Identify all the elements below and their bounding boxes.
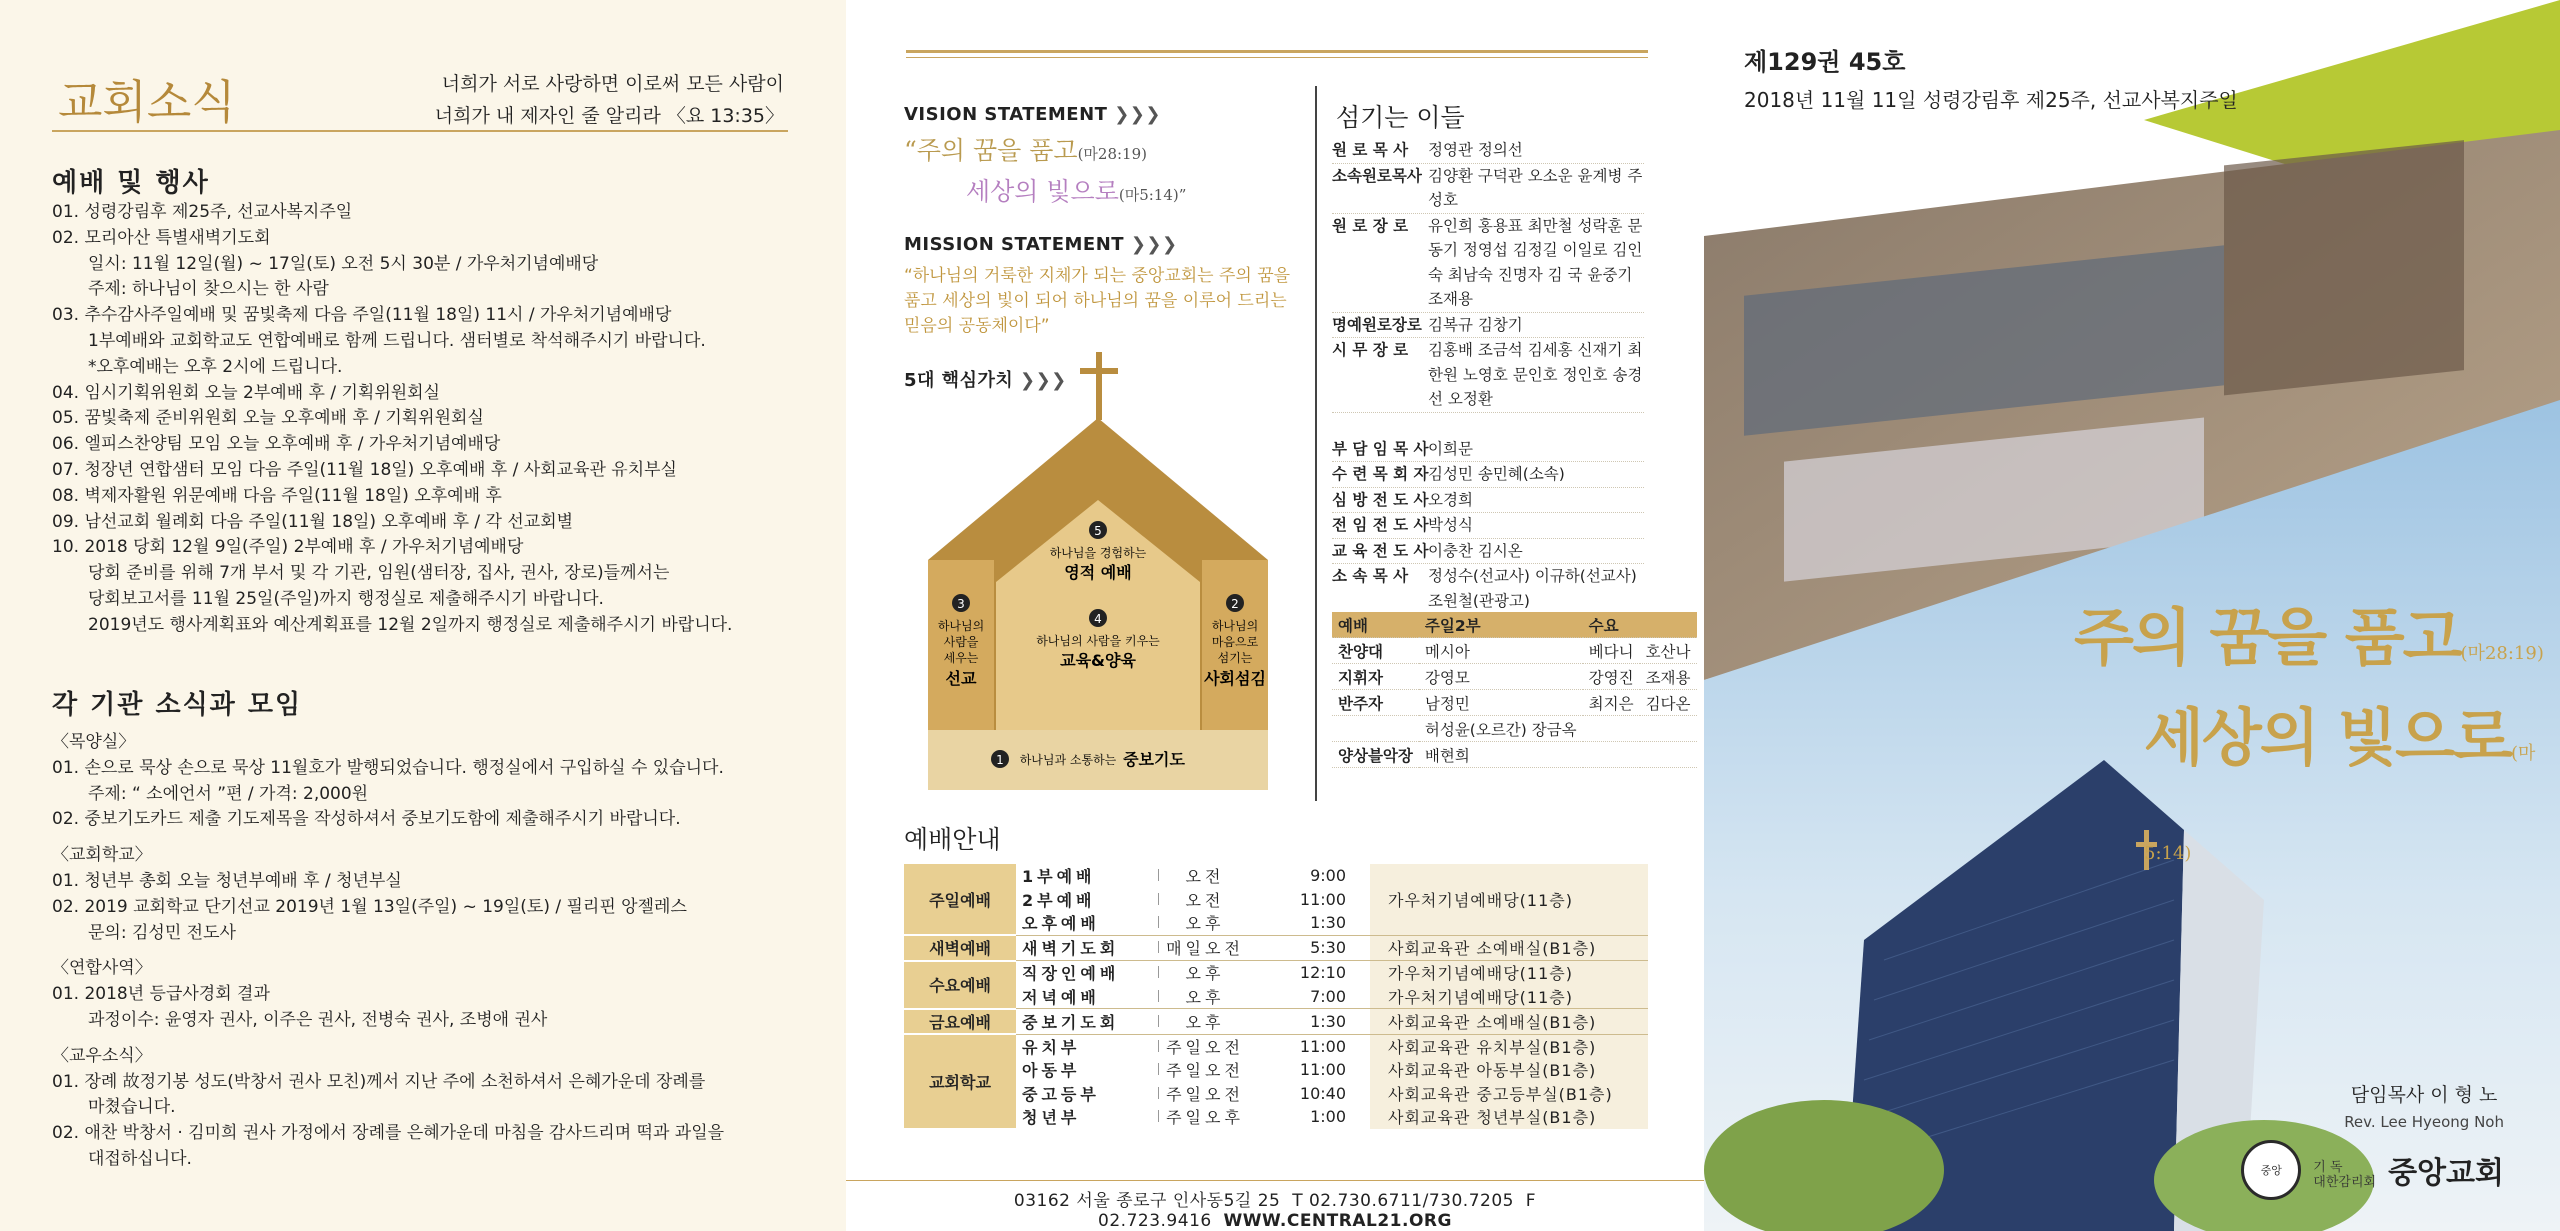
- core-2: 사회섬김: [1204, 669, 1266, 688]
- duty-row: [1332, 690, 1697, 716]
- worship-name: 직장인예배: [1016, 961, 1158, 985]
- org-group-heading: 〈교우소식〉: [52, 1045, 152, 1066]
- worship-place: 가우처기념예배당(11층): [1370, 985, 1648, 1009]
- org-news-item: 01. 2018년 등급사경회 결과: [52, 984, 270, 1005]
- duty-cell: 강영진: [1583, 664, 1640, 690]
- duty-cell: 반주자: [1332, 690, 1419, 716]
- worship-name: 청년부: [1022, 1108, 1081, 1128]
- usher-row: [1332, 138, 1644, 164]
- org-news-item: 01. 청년부 총회 오늘 청년부예배 후 / 청년부실: [52, 870, 402, 891]
- svg-text:마음으로: 마음으로: [1211, 635, 1259, 649]
- duty-cell: [1583, 716, 1640, 742]
- usher-names: 김양환 구덕관 오소운 윤계병 주성호: [1428, 166, 1643, 209]
- worship-time: 12:10: [1250, 961, 1370, 985]
- duty-cell: 찬양대: [1332, 638, 1419, 664]
- worship-row: [904, 1058, 1648, 1082]
- worship-place: [1370, 864, 1648, 888]
- core-values-house: [928, 352, 1268, 792]
- news-title: 교회소식: [58, 75, 236, 129]
- worship-row: [904, 985, 1648, 1009]
- worship-event-item: 05. 꿈빛축제 준비위원회 오늘 오후예배 후 / 기획위원회실: [52, 408, 484, 429]
- column-divider: [1315, 86, 1317, 801]
- org-news-item: 문의: 김성민 전도사: [88, 922, 236, 943]
- usher-names: 오경희: [1428, 490, 1473, 509]
- worship-period: 오후: [1185, 914, 1225, 934]
- org-news-item: 01. 장례 故정기봉 성도(박창서 권사 모친)께서 지난 주에 소천하셔서 은혜가운데 장례를: [52, 1071, 706, 1092]
- worship-time: 1:00: [1310, 1107, 1346, 1127]
- svg-text:하나님의: 하나님의: [937, 619, 985, 633]
- core-5: 영적 예배: [1064, 563, 1132, 582]
- worship-time: 11:00: [1250, 1034, 1370, 1058]
- worship-time: 5:30: [1250, 935, 1370, 961]
- duty-cell: 메시아: [1419, 638, 1583, 664]
- worship-event-item: 당회보고서를 11월 25일(주일)까지 행정실로 제출해주시기 바랍니다.: [88, 588, 604, 609]
- mission-label: MISSION STATEMENT ❯❯❯: [904, 234, 1178, 255]
- worship-name: 저녁예배: [1022, 987, 1100, 1007]
- cover-panel: [1704, 0, 2560, 1231]
- duty-cell: 지휘자: [1332, 664, 1419, 690]
- usher-role: 전 임 전 도 사: [1332, 516, 1429, 534]
- senior-pastor: 담임목사 이 형 노 Rev. Lee Hyeong Noh: [2344, 1084, 2504, 1131]
- title-rule: [52, 130, 788, 132]
- issue-number: 제129권 45호: [1744, 48, 1906, 76]
- worship-time: 11:00: [1299, 1060, 1346, 1080]
- worship-event-item: 09. 남선교회 월례회 다음 주일(11월 18일) 오후예배 후 / 각 선교회별: [52, 511, 574, 532]
- usher-names: 김홍배 조금석 김세홍 신재기 최한원 노영호 문인호 정인호 송경선 오정환: [1428, 341, 1643, 408]
- worship-time: 1:30: [1250, 1009, 1370, 1035]
- worship-period: 오후: [1185, 987, 1225, 1007]
- org-news-title: 각 기관 소식과 모임: [52, 690, 303, 720]
- worship-time: 11:00: [1299, 889, 1346, 909]
- duty-cell: 남정민: [1419, 690, 1583, 716]
- usher-row: [1332, 413, 1644, 437]
- worship-place: 사회교육관 청년부실(B1층): [1370, 1105, 1648, 1129]
- usher-row: [1332, 564, 1644, 614]
- worship-row: [904, 864, 1648, 888]
- worship-category: 새벽예배: [904, 935, 1016, 961]
- worship-name: 2부예배: [1022, 890, 1096, 910]
- duty-cell: 배현희: [1419, 742, 1583, 768]
- org-news-item: 마쳤습니다.: [88, 1097, 176, 1118]
- svg-text:5: 5: [1094, 524, 1102, 538]
- duty-cell: 양상블악장: [1332, 742, 1419, 768]
- worship-period: 매일오전: [1160, 935, 1250, 961]
- worship-row: [904, 961, 1648, 985]
- org-news-item: 02. 중보기도카드 제출 기도제목을 작성하셔서 중보기도함에 제출해주시기 바랍니다.: [52, 809, 681, 830]
- usher-row: [1332, 539, 1644, 565]
- usher-row: [1332, 488, 1644, 514]
- cross-horizontal: [1080, 368, 1118, 374]
- top-rule-thin: [906, 57, 1648, 58]
- usher-names: 김성민 송민혜(소속): [1428, 465, 1565, 483]
- worship-place: 사회교육관 아동부실(B1층): [1370, 1058, 1648, 1082]
- worship-row: [904, 1034, 1648, 1058]
- usher-names: 정성수(선교사) 이규하(선교사) 조원철(관광고): [1428, 567, 1637, 610]
- org-news-item: 대접하십니다.: [88, 1148, 192, 1169]
- duty-cell: [1640, 716, 1697, 742]
- vision-worship-panel: [846, 0, 1704, 1231]
- church-logo: 중앙 기 독 대한감리회 중앙교회: [2241, 1140, 2504, 1200]
- quote-line-1: 너희가 서로 사랑하면 이로써 모든 사람이: [441, 73, 784, 95]
- duty-cell: 허성윤(오르간) 장금옥: [1419, 716, 1583, 742]
- duty-row: [1332, 716, 1697, 742]
- vision-text: “주의 꿈을 품고(마28:19) 세상의 빛으로(마5:14)”: [904, 136, 1187, 206]
- worship-place: 사회교육관 소예배실(B1층): [1370, 935, 1648, 961]
- cover-slogan: 주의 꿈을 품고(마28:19) 세상의 빛으로(마5:14): [2074, 601, 2544, 864]
- worship-name: 중보기도회: [1016, 1009, 1158, 1035]
- svg-text:세우는: 세우는: [943, 651, 979, 665]
- usher-row: [1332, 462, 1644, 488]
- mission-text: “하나님의 거룩한 지체가 되는 중앙교회는 주의 꿈을 품고 세상의 빛이 되어 하나님의 꿈을 이루어 드리는 믿음의 공동체이다”: [904, 266, 1291, 336]
- usher-role: 시 무 장 로: [1332, 341, 1409, 359]
- duty-cell: [1583, 742, 1640, 768]
- svg-text:1: 1: [996, 753, 1004, 767]
- org-group-heading: 〈목양실〉: [52, 732, 136, 752]
- worship-category: 수요예배: [904, 961, 1016, 1009]
- worship-category: 교회학교: [904, 1034, 1016, 1129]
- issue-date: 2018년 11월 11일 성령강림후 제25주, 선교사복지주일: [1744, 88, 2238, 112]
- duty-header-cell: 수요: [1583, 612, 1640, 638]
- usher-names: 유인희 홍용표 최만철 성락훈 문동기 정영섭 김정길 이일로 김인숙 최남숙 진명자 김 국 윤중기 조재용: [1428, 216, 1643, 308]
- worship-row: [904, 911, 1648, 935]
- usher-role: 수 련 목 회 자: [1332, 465, 1429, 483]
- worship-events-title: 예배 및 행사: [52, 168, 210, 198]
- worship-row: [904, 1009, 1648, 1035]
- worship-row: [904, 888, 1648, 912]
- org-news-item: 과정이수: 윤영자 권사, 이주은 권사, 전병숙 권사, 조병애 권사: [88, 1009, 548, 1030]
- worship-event-item: 10. 2018 당회 12월 9일(주일) 2부예배 후 / 가우처기념예배당: [52, 537, 524, 558]
- worship-event-item: 07. 청장년 연합샘터 모임 다음 주일(11월 18일) 오후예배 후 / 사회교육관 유치부실: [52, 459, 677, 480]
- duty-header-cell: 예배: [1332, 612, 1419, 638]
- usher-role: 명예원로장로: [1332, 315, 1422, 334]
- svg-text:4: 4: [1094, 612, 1102, 626]
- worship-place: 사회교육관 유치부실(B1층): [1370, 1034, 1648, 1058]
- worship-event-item: 일시: 11월 12일(월) ~ 17일(토) 오전 5시 30분 / 가우처기념예배당: [88, 253, 599, 274]
- ushers-title: 섬기는 이들: [1336, 103, 1465, 132]
- worship-name: 오후예배: [1022, 914, 1100, 934]
- worship-period: 주일오전: [1166, 1061, 1244, 1081]
- worship-event-item: 08. 벽제자활원 위문예배 다음 주일(11월 18일) 오후예배 후: [52, 485, 502, 506]
- usher-row: [1332, 313, 1644, 339]
- duty-header-cell: [1640, 612, 1697, 638]
- worship-event-item: 01. 성령강림후 제25주, 선교사복지주일: [52, 202, 353, 222]
- usher-names: 김복규 김창기: [1428, 315, 1523, 334]
- website-link[interactable]: WWW.CENTRAL21.ORG: [1223, 1211, 1452, 1231]
- core-4: 교육&양육: [1060, 651, 1136, 670]
- worship-time: 10:40: [1299, 1083, 1346, 1103]
- org-group-heading: 〈교회학교〉: [52, 845, 152, 866]
- usher-names: [1428, 413, 1644, 437]
- svg-text:3: 3: [957, 597, 965, 611]
- worship-place: 가우처기념예배당(11층): [1370, 961, 1648, 985]
- worship-row: [904, 1105, 1648, 1129]
- usher-role: 부 담 임 목 사: [1332, 439, 1429, 458]
- worship-name: 아동부: [1022, 1061, 1081, 1081]
- usher-names: 이충찬 김시온: [1428, 541, 1523, 560]
- duty-cell: 호산나: [1640, 638, 1697, 664]
- duty-row: [1332, 638, 1697, 664]
- usher-names: 이희문: [1428, 439, 1473, 458]
- org-news-item: 01. 손으로 묵상 손으로 묵상 11월호가 발행되었습니다. 행정실에서 구입하실 수 있습니다.: [52, 757, 724, 778]
- duty-cell: [1332, 716, 1419, 742]
- duty-cell: 조재용: [1640, 664, 1697, 690]
- usher-role: [1332, 413, 1428, 437]
- worship-event-item: 04. 임시기획위원회 오늘 2부예배 후 / 기획위원회실: [52, 382, 441, 403]
- worship-event-item: *오후예배는 오후 2시에 드립니다.: [88, 356, 343, 377]
- usher-names: 정영관 정의선: [1428, 141, 1523, 159]
- worship-event-item: 주제: 하나님이 찾으시는 한 사람: [88, 279, 329, 300]
- worship-period: 주일오전: [1160, 1034, 1250, 1058]
- worship-category: 금요예배: [904, 1009, 1016, 1035]
- usher-role: 소속원로목사: [1332, 166, 1422, 185]
- usher-row: [1332, 214, 1644, 313]
- worship-time: 7:00: [1310, 986, 1346, 1006]
- duty-row: [1332, 742, 1697, 768]
- worship-place: 사회교육관 소예배실(B1층): [1370, 1009, 1648, 1035]
- duty-cell: [1640, 742, 1697, 768]
- worship-period: 주일오후: [1166, 1108, 1244, 1128]
- svg-text:섬기는: 섬기는: [1217, 651, 1253, 665]
- worship-schedule-table: [904, 864, 1648, 1130]
- scripture-quote: [435, 68, 784, 132]
- worship-period: 오전: [1185, 890, 1225, 910]
- usher-role: 심 방 전 도 사: [1332, 490, 1429, 509]
- core-5-sub: 하나님을 경험하는: [1049, 546, 1147, 560]
- worship-event-item: 2019년도 행사계획표와 예산계획표를 12월 2일까지 행정실로 제출해주시기 바랍니다.: [88, 614, 733, 635]
- worship-events-list: [52, 200, 806, 639]
- core-1-sub: 하나님과 소통하는: [1019, 753, 1117, 767]
- org-news-item: 02. 2019 교회학교 단기선교 2019년 1월 13일(주일) ~ 19일(토) / 필리핀 앙젤레스: [52, 896, 687, 917]
- usher-role: 원 로 장 로: [1332, 216, 1409, 235]
- duty-cell: 김다온: [1640, 690, 1697, 716]
- usher-names: 박성식: [1428, 516, 1473, 534]
- duty-cell: 강영모: [1419, 664, 1583, 690]
- org-news-list: [52, 720, 806, 1173]
- worship-period: 주일오전: [1166, 1084, 1244, 1104]
- usher-role: 교 육 전 도 사: [1332, 541, 1429, 560]
- org-news-item: 주제: “ 소에언서 ”편 / 가격: 2,000원: [88, 783, 369, 804]
- svg-text:2: 2: [1231, 597, 1239, 611]
- core-1: 중보기도: [1123, 750, 1185, 769]
- usher-row: [1332, 437, 1644, 463]
- worship-time: 1:30: [1310, 913, 1346, 933]
- worship-time: 9:00: [1310, 866, 1346, 886]
- worship-row: [904, 935, 1648, 961]
- svg-text:사람을: 사람을: [943, 635, 979, 649]
- org-group-heading: 〈연합사역〉: [52, 958, 152, 979]
- worship-event-item: 1부예배와 교회학교도 연합예배로 함께 드립니다. 샘터별로 착석해주시기 바랍니다.: [88, 330, 706, 351]
- worship-name: 새벽기도회: [1016, 935, 1158, 961]
- ushers-list: [1332, 138, 1644, 614]
- svg-text:하나님의: 하나님의: [1211, 619, 1259, 633]
- worship-name: 유치부: [1016, 1034, 1158, 1058]
- worship-event-item: 02. 모리아산 특별새벽기도회: [52, 227, 271, 248]
- duty-row: [1332, 664, 1697, 690]
- worship-event-item: 03. 추수감사주일예배 및 꿈빛축제 다음 주일(11월 18일) 11시 / 가우처기념예배당: [52, 305, 672, 326]
- duty-header-cell: 주일2부: [1419, 612, 1583, 638]
- church-news-panel: [0, 0, 846, 1231]
- worship-name: 중고등부: [1022, 1084, 1100, 1104]
- top-rule: [906, 50, 1648, 53]
- footer-rule: [846, 1180, 1704, 1181]
- cross-vertical: [1096, 352, 1102, 420]
- church-seal-icon: 중앙: [2241, 1140, 2301, 1200]
- worship-period: 오전: [1185, 867, 1225, 887]
- worship-category: 주일예배: [904, 864, 1016, 935]
- footer-contact: 03162 서울 종로구 인사동5길 25 T 02.730.6711/730.7205 F 02.723.9416 WWW.CENTRAL21.ORG: [1013, 1191, 1537, 1231]
- core-3: 선교: [945, 669, 977, 688]
- worship-event-item: 06. 엘피스찬양팀 모임 오늘 오후예배 후 / 가우처기념예배당: [52, 434, 501, 455]
- usher-row: [1332, 338, 1644, 413]
- quote-line-2: 너희가 내 제자인 줄 알리라 〈요 13:35〉: [434, 105, 784, 127]
- worship-place: [1370, 911, 1648, 935]
- worship-period: 오후: [1160, 961, 1250, 985]
- core-values-label: 5대 핵심가치 ❯❯❯: [904, 370, 1067, 391]
- worship-event-item: 당회 준비를 위해 7개 부서 및 각 기관, 임원(샘터장, 집사, 권사, 장로)들께서는: [88, 563, 670, 584]
- worship-period: 오후: [1160, 1009, 1250, 1035]
- worship-guide-title: 예배안내: [904, 825, 1001, 854]
- choir-duty-table: [1332, 612, 1697, 768]
- core-4-sub: 하나님의 사람을 키우는: [1036, 634, 1160, 648]
- usher-role: 원 로 목 사: [1332, 141, 1409, 159]
- usher-row: [1332, 164, 1644, 214]
- worship-place: 가우처기념예배당(11층): [1370, 888, 1648, 912]
- worship-name: 1부예배: [1022, 867, 1096, 887]
- worship-row: [904, 1082, 1648, 1106]
- duty-cell: 베다니: [1583, 638, 1640, 664]
- vision-label: VISION STATEMENT ❯❯❯: [904, 104, 1161, 125]
- worship-place: 사회교육관 중고등부실(B1층): [1370, 1082, 1648, 1106]
- usher-role: 소 속 목 사: [1332, 567, 1409, 585]
- usher-row: [1332, 513, 1644, 539]
- org-news-item: 02. 애찬 박창서 · 김미희 권사 가정에서 장례를 은혜가운데 마침을 감사드리며 떡과 과일을: [52, 1123, 725, 1144]
- church-name: 중앙교회: [2388, 1156, 2504, 1191]
- duty-cell: 최지은: [1583, 690, 1640, 716]
